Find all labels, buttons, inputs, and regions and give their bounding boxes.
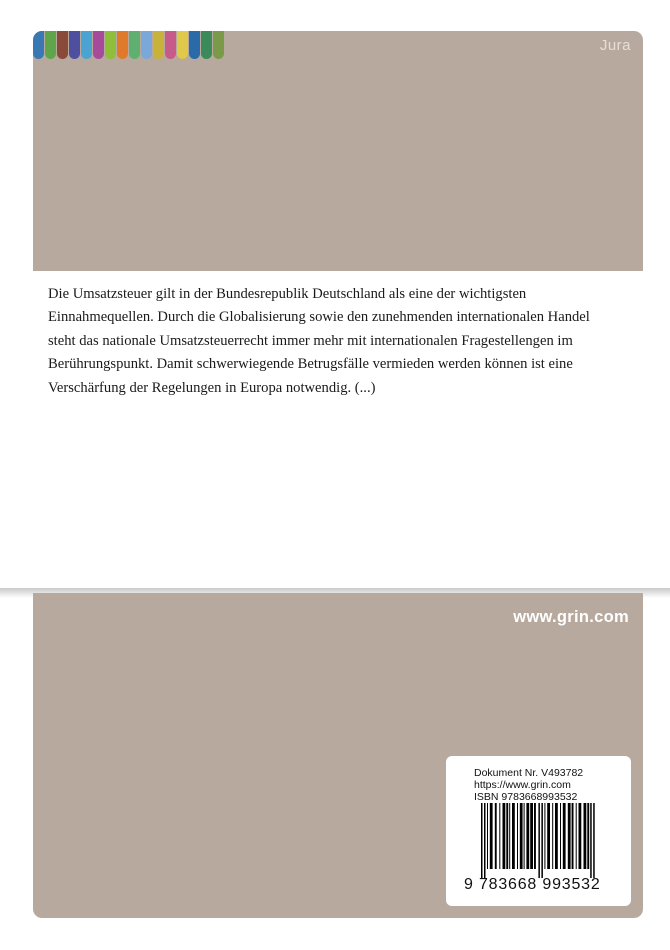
color-stripe	[57, 31, 68, 59]
color-stripe	[93, 31, 104, 59]
barcode-bar	[490, 803, 493, 869]
barcode-bar	[552, 803, 553, 869]
barcode-bar	[544, 803, 545, 869]
barcode-bar	[509, 803, 510, 869]
book-description: Die Umsatzsteuer gilt in der Bundesrepublik Deutschland als eine der wichtigsten Einnahmequellen. Durch die Globalisierung sowie den zunehmenden internationalen Handel steht das nationale Umsatzsteuerrecht immer mehr mit internationalen Fragestellengen im Berührungspunkt. Damit schwerwiegende Betrugsfälle vermieden werden können ist eine Verschärfung der Regelungen in Europa notwendig. (...)	[48, 286, 590, 396]
barcode-bar	[579, 803, 582, 869]
color-stripe	[105, 31, 116, 59]
barcode-bar	[487, 803, 488, 869]
barcode-bar	[534, 803, 536, 869]
barcode-bar	[541, 803, 543, 878]
barcode-bars	[481, 803, 621, 878]
color-stripe	[117, 31, 128, 59]
color-stripe	[69, 31, 80, 59]
barcode-bar	[555, 803, 558, 869]
barcode-bar	[590, 803, 592, 878]
barcode-digits: 9 783668 993532	[464, 876, 601, 893]
barcode-bar	[512, 803, 515, 869]
color-stripe	[213, 31, 224, 59]
barcode-bar	[524, 803, 525, 869]
isbn-line: ISBN 9783668993532	[474, 791, 578, 803]
barcode-box	[446, 756, 631, 906]
barcode-bar	[587, 803, 589, 869]
barcode-bar	[584, 803, 587, 869]
barcode-bar	[572, 803, 574, 869]
barcode-bar	[506, 803, 508, 869]
barcode-bar	[530, 803, 533, 869]
document-url: https://www.grin.com	[474, 779, 571, 791]
barcode-bar	[499, 803, 500, 869]
color-stripe	[153, 31, 164, 59]
barcode-bar	[538, 803, 540, 878]
color-stripe	[45, 31, 56, 59]
color-stripe	[33, 31, 44, 59]
publisher-website: www.grin.com	[513, 608, 629, 626]
barcode-bar	[547, 803, 550, 869]
barcode-bar	[526, 803, 529, 869]
barcode-bar	[481, 803, 483, 878]
barcode-bar	[484, 803, 486, 878]
barcode-bar	[503, 803, 506, 869]
category-label: Jura	[599, 37, 631, 54]
color-stripes	[33, 31, 225, 59]
barcode-bar	[563, 803, 566, 869]
color-stripe	[141, 31, 152, 59]
cover-top-panel	[33, 31, 643, 271]
color-stripe	[129, 31, 140, 59]
document-number: Dokument Nr. V493782	[474, 767, 584, 779]
color-stripe	[201, 31, 212, 59]
color-stripe	[81, 31, 92, 59]
color-stripe	[177, 31, 188, 59]
barcode-bar	[593, 803, 595, 878]
barcode-bar	[495, 803, 497, 869]
color-stripe	[189, 31, 200, 59]
barcode-bar	[517, 803, 518, 869]
barcode-bar	[520, 803, 523, 869]
barcode-bar	[568, 803, 571, 869]
barcode-bar	[576, 803, 577, 869]
color-stripe	[165, 31, 176, 59]
barcode-bar	[560, 803, 561, 869]
